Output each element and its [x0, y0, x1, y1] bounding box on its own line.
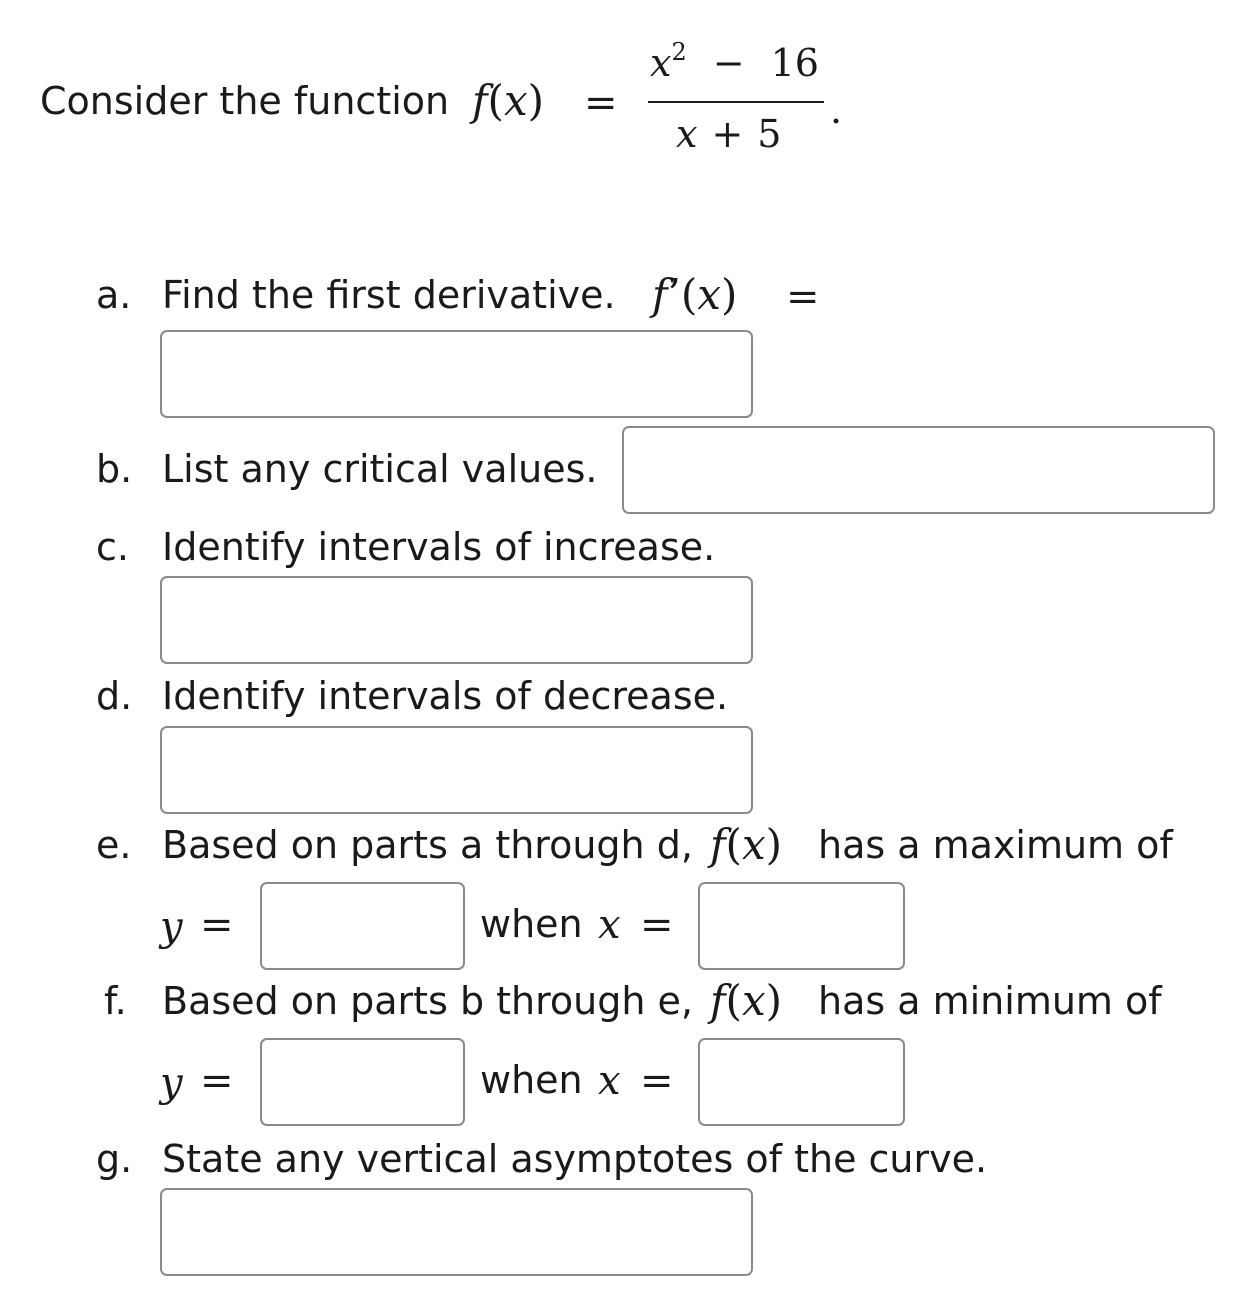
part-a-label — [96, 273, 616, 317]
intro-text: Consider the function — [40, 79, 450, 123]
part-c-marker: c. — [96, 525, 129, 569]
part-f-x-label: x — [598, 1058, 621, 1104]
part-c-label — [96, 525, 716, 569]
part-f-y-label: y — [160, 1060, 183, 1106]
part-b-text: List any critical values. — [162, 447, 598, 491]
part-e-text-before: Based on parts a through d, — [162, 823, 693, 867]
part-e-y-equals: = — [200, 902, 234, 948]
decrease-intervals-input[interactable] — [160, 726, 753, 814]
part-g-marker: g. — [96, 1137, 133, 1181]
part-c-text: Identify intervals of increase. — [162, 525, 716, 569]
part-a-equals: = — [786, 274, 820, 320]
part-f-x-equals: = — [640, 1058, 674, 1104]
critical-values-input[interactable] — [622, 426, 1215, 514]
part-a-marker: a. — [96, 273, 132, 317]
equals-sign: = — [584, 80, 618, 126]
part-e-marker: e. — [96, 823, 132, 867]
part-f-when: when — [480, 1058, 583, 1102]
maximum-y-input[interactable] — [260, 882, 465, 970]
part-e-function: f(x) — [710, 820, 783, 869]
part-d-label — [96, 674, 729, 718]
increase-intervals-input[interactable] — [160, 576, 753, 664]
part-e-y-label: y — [160, 904, 183, 950]
part-f-function: f(x) — [710, 976, 783, 1025]
function-label: f(x) — [472, 76, 545, 125]
part-a-text: Find the first derivative. — [162, 273, 616, 317]
vertical-asymptotes-input[interactable] — [160, 1188, 753, 1276]
part-f-text-before: Based on parts b through e, — [162, 979, 693, 1023]
derivative-label: f’(x) — [652, 270, 738, 319]
part-f-text-after: has a minimum of — [818, 979, 1162, 1023]
part-e-when: when — [480, 902, 583, 946]
part-g-text: State any vertical asymptotes of the curve. — [162, 1137, 988, 1181]
part-g-label — [96, 1137, 988, 1181]
part-d-marker: d. — [96, 674, 133, 718]
part-f-marker: f. — [104, 979, 127, 1023]
part-b-marker: b. — [96, 447, 133, 491]
part-e-x-label: x — [598, 902, 621, 948]
part-f-y-equals: = — [200, 1058, 234, 1104]
derivative-input[interactable] — [160, 330, 753, 418]
part-d-text: Identify intervals of decrease. — [162, 674, 729, 718]
numerator: $x^2 - 16$ — [650, 38, 819, 85]
part-b-label — [96, 447, 598, 491]
minimum-y-input[interactable] — [260, 1038, 465, 1126]
part-e-label — [96, 823, 693, 867]
period: . — [830, 88, 843, 132]
maximum-x-input[interactable] — [698, 882, 905, 970]
part-e-x-equals: = — [640, 902, 674, 948]
denominator: x + 5 — [676, 112, 782, 156]
minimum-x-input[interactable] — [698, 1038, 905, 1126]
part-e-text-after: has a maximum of — [818, 823, 1173, 867]
fraction-bar — [648, 101, 824, 103]
